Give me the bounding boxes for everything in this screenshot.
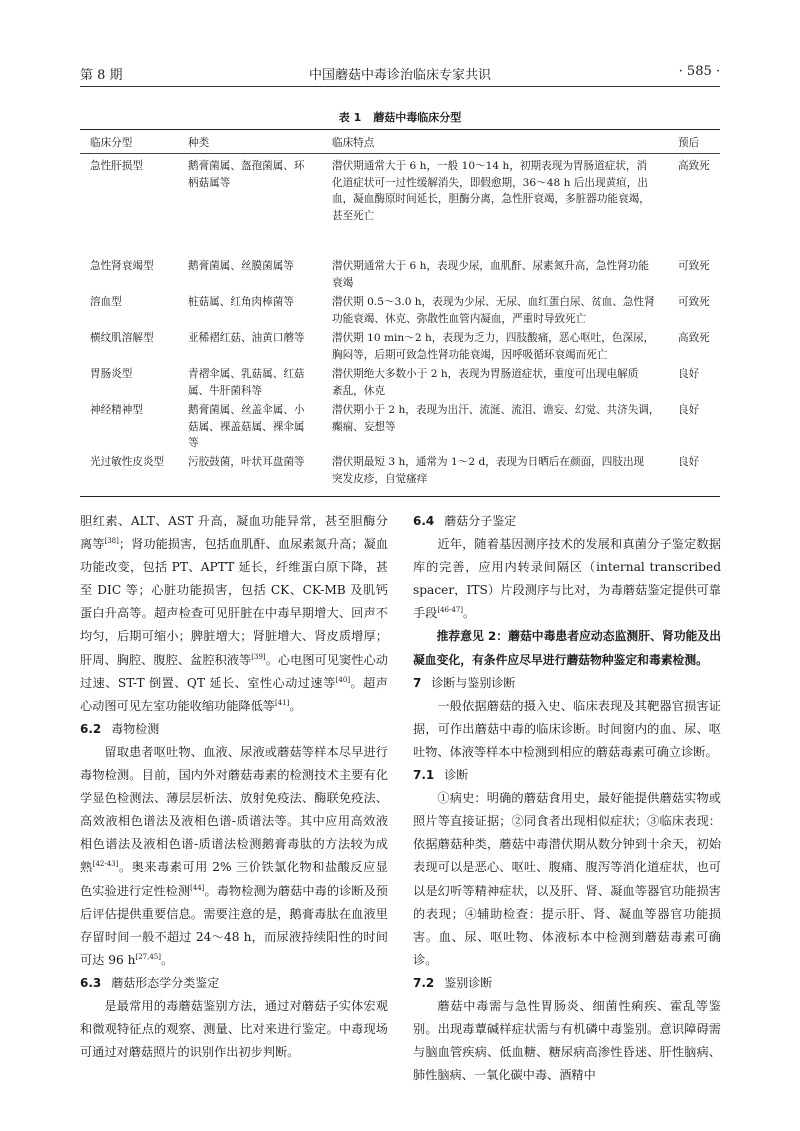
body-paragraph: 是最常用的毒蘑菇鉴别方法，通过对蘑菇子实体宏观和微观特征点的观察、测量、比对来进行鉴定。中毒现场可通过对蘑菇照片的识别作出初步判断。 [80,998,388,1060]
cell-species [188,158,330,191]
section-number: 7.2 [413,975,435,990]
section-number: 7.1 [413,768,435,783]
column-header-prognosis: 预后 [678,137,700,149]
cell-features-line: 潜伏期通常大于 6 h，表现少尿，血肌酐、尿素氮升高，急性肾功能 [332,260,649,272]
cell-features [332,402,678,435]
cell-features-line: 紊乱，休克 [332,384,385,397]
cell-type [90,454,190,471]
body-paragraph: 留取患者呕吐物、血液、尿液或蘑菇等样本尽早进行毒物检测。目前，国内外对蘑菇毒素的检测技术主要有化学显色检测法、薄层层析法、放射免疫法、酶联免疫法、高效液相色谱法及液相色谱-质谱法等。其中应用高效液相色谱法及液相色谱-质谱法检测鹅膏毒肽的方法较为成熟[42-43]。奥来毒素可用 2% 三价铁氯化物和盐酸反应显色实验进行定性检测[44]。毒物检测为蘑菇中毒的诊断及预后评估提供重要信息。需要注意的是，鹅膏毒肽在血液里存留时间一般不超过 24～48 h，而尿液持续阳性的时间可达 96 h[27,45]。 [80,744,388,967]
cell-prognosis [678,294,720,311]
cell-features-line: 潜伏期绝大多数小于 2 h，表现为胃肠道症状，重度可出现电解质 [332,368,639,380]
cell-prognosis [678,158,720,175]
citation: [41] [275,698,290,707]
cell-prognosis-line: 高致死 [678,160,710,172]
cell-type-line: 光过敏性皮炎型 [90,456,165,468]
cell-features [332,258,678,291]
cell-features-line: 血，凝血酶原时间延长，胆酶分离，急性肝衰竭，多脏器功能衰竭， [332,193,650,205]
section-number: 7 [413,675,422,690]
table-row [80,290,720,326]
section-heading [413,510,721,533]
table-row [80,362,720,398]
cell-species-line: 鹅膏菌属、丝盖伞属、小 [188,404,305,416]
section-heading [413,764,721,787]
table-caption [80,109,720,125]
right-text-column [413,510,721,1087]
section-title: 蘑菇形态学分类鉴定 [111,975,220,990]
column-header-type: 临床分型 [90,137,133,149]
cell-species-line: 污胶鼓菌，叶状耳盘菌等 [188,456,305,468]
cell-features [332,454,678,487]
cell-features [332,330,678,363]
section-heading [413,672,721,695]
page-number: · 585 · [678,64,720,79]
section-title: 毒物检测 [111,721,160,736]
body-paragraph: ①病史：明确的蘑菇食用史，最好能提供蘑菇实物或照片等直接证据；②同食者出现相似症状；③临床表现：依据蘑菇种类，蘑菇中毒潜伏期从数分钟到十余天，初始表现可以是恶心、呕吐、腹痛、腹泻等消化道症状，也可以是幻听等精神症状，以及肝、肾、凝血等器官功能损害的表现；④辅助检查：提示肝、肾、凝血等器官功能损害。血、尿、呕吐物、体液标本中检测到蘑菇毒素可确诊。 [413,791,721,967]
cell-features-line: 甚至死亡 [332,209,375,222]
recommendation: 推荐意见 2：蘑菇中毒患者应动态监测肝、肾功能及出凝血变化，有条件应尽早进行蘑菇物种鉴定和毒素检测。 [413,629,721,667]
cell-features [332,158,678,224]
cell-type [90,158,190,175]
header-rule [80,86,720,87]
cell-type [90,366,190,383]
section-number: 6.4 [413,514,435,528]
section-heading [413,972,721,995]
cell-species-line: 青褶伞属、乳菇属、红菇 [188,368,305,380]
cell-features-line: 潜伏期最短 3 h，通常为 1～2 d，表现为日晒后在颜面，四肢出现 [332,456,645,468]
table-title: 蘑菇中毒临床分型 [373,111,462,124]
cell-type [90,294,190,311]
clinical-classification-table [80,129,720,497]
table-body [80,154,720,496]
cell-species-line: 菇属、裸盖菇属、裸伞属 [188,420,305,433]
section-title: 鉴别诊断 [444,975,493,990]
citation: [40] [335,675,351,684]
cell-features-line: 功能衰竭、休克、弥散性血管内凝血，严重时导致死亡 [332,312,587,325]
citation: [38] [104,537,119,546]
table-row [80,154,720,254]
cell-type-line: 急性肾衰竭型 [90,260,154,272]
cell-prognosis-line: 良好 [678,404,700,416]
cell-features-line: 化道症状可一过性缓解消失，即假愈期，36～48 h 后出现黄疸，出 [332,176,648,189]
cell-features-line: 潜伏期 10 min～2 h，表现为乏力，四肢酸痛，恶心呕吐，色深尿， [332,332,655,344]
cell-prognosis-line: 可致死 [678,260,710,272]
cell-features-line: 潜伏期小于 2 h，表现为出汗、流涎、流泪、谵妄、幻觉、共济失调， [332,404,660,416]
cell-prognosis [678,366,720,383]
left-text-column [80,510,388,1064]
table-header-row [80,130,720,154]
cell-prognosis-line: 高致死 [678,332,710,344]
cell-species-line: 桩菇属、红角肉棒菌等 [188,296,294,308]
cell-species-line: 属、牛肝菌科等 [188,384,263,397]
cell-species-line: 等 [188,437,199,449]
cell-type-line: 急性肝损型 [90,160,143,172]
cell-species [188,402,330,452]
citation: [44] [190,883,205,892]
issue-number: 第 8 期 [80,68,123,83]
journal-title: 中国蘑菇中毒诊治临床专家共识 [308,68,491,83]
citation: [46-47] [437,606,464,615]
body-paragraph: 近年，随着基因测序技术的发展和真菌分子鉴定数据库的完善，应用内转录间隔区（internal transcribed spacer，ITS）片段测序与比对，为毒蘑菇鉴定提供可靠手段[46-47]。 [413,537,721,621]
section-title: 蘑菇分子鉴定 [444,514,517,528]
cell-species-line: 柄菇属等 [188,176,231,189]
table-row [80,326,720,362]
cell-prognosis-line: 良好 [678,368,700,380]
cell-species [188,454,330,471]
body-paragraph: 蘑菇中毒需与急性胃肠炎、细菌性痢疾、霍乱等鉴别。出现毒蕈碱样症状需与有机磷中毒鉴别。意识障碍需与脑血管疾病、低血糖、糖尿病高渗性昏迷、肝性脑病、肺性脑病、一氧化碳中毒、酒精中 [413,998,721,1083]
running-header [80,64,720,84]
cell-type-line: 神经精神型 [90,404,143,416]
column-header-species: 种类 [188,137,210,149]
citation: [27,45] [135,952,161,961]
cell-prognosis-line: 良好 [678,456,700,468]
cell-species [188,366,330,399]
table-row [80,254,720,290]
citation: [39] [251,652,266,661]
section-heading [80,718,388,741]
section-heading [80,972,388,995]
section-title: 诊断与鉴别诊断 [431,675,516,690]
table-label: 表 1 [338,111,362,124]
cell-species [188,258,330,275]
body-paragraph: 一般依据蘑菇的摄入史、临床表现及其靶器官损害证据，可作出蘑菇中毒的临床诊断。时间窗内的血、尿、呕吐物、体液等样本中检测到相应的蘑菇毒素可确立诊断。 [413,698,721,759]
cell-type [90,330,190,347]
section-number: 6.3 [80,975,102,990]
section-title: 诊断 [444,768,469,783]
cell-type-line: 横纹肌溶解型 [90,332,154,344]
table-row [80,398,720,450]
cell-species-line: 鹅膏菌属、丝膜菌属等 [188,260,294,272]
cell-features-line: 潜伏期通常大于 6 h，一般 10～14 h，初期表现为胃肠道症状，消 [332,160,648,172]
cell-features-line: 癫痫、妄想等 [332,420,396,433]
section-number: 6.2 [80,721,102,736]
body-paragraph: 胆红素、ALT、AST 升高，凝血功能异常，甚至胆酶分离等[38]；肾功能损害，包括血肌酐、血尿素氮升高；凝血功能改变，包括 PT、APTT 延长，纤维蛋白原下降，甚至 DIC 等；心脏功能损害，包括 CK、CK-MB 及肌钙蛋白升高等。超声检查可见肝脏在中毒早期增大、回声不均匀，后期可缩小；脾脏增大；肾脏增大、肾皮质增厚；肝周、胸腔、腹腔、盆腔积液等[39]。心电图可见窦性心动过速、ST-T 倒置、QT 延长、室性心动过速等[40]。超声心动图可见左室功能收缩功能降低等[41]。 [80,514,389,713]
cell-features-line: 突发皮疹，自觉瘙痒 [332,472,428,485]
cell-features-line: 衰竭 [332,276,354,289]
cell-type [90,258,190,275]
cell-features [332,366,678,399]
cell-species [188,330,330,347]
cell-features-line: 潜伏期 0.5～3.0 h，表现为少尿、无尿、血红蛋白尿、贫血、急性肾 [332,296,655,308]
cell-species-line: 鹅膏菌属、盔孢菌属、环 [188,160,305,172]
cell-features-line: 胸闷等，后期可致急性肾功能衰竭，因呼吸循环衰竭而死亡 [332,348,608,361]
cell-prognosis [678,330,720,347]
cell-type-line: 胃肠炎型 [90,368,133,380]
cell-prognosis [678,454,720,471]
cell-prognosis-line: 可致死 [678,296,710,308]
cell-prognosis [678,258,720,275]
citation: [42-43] [92,860,119,869]
cell-species-line: 亚稀褶红菇、油黄口蘑等 [188,332,305,344]
cell-type [90,402,190,419]
cell-type-line: 溶血型 [90,296,122,308]
column-header-features: 临床特点 [332,137,375,149]
table-row [80,450,720,496]
cell-species [188,294,330,311]
cell-features [332,294,678,327]
cell-prognosis [678,402,720,419]
